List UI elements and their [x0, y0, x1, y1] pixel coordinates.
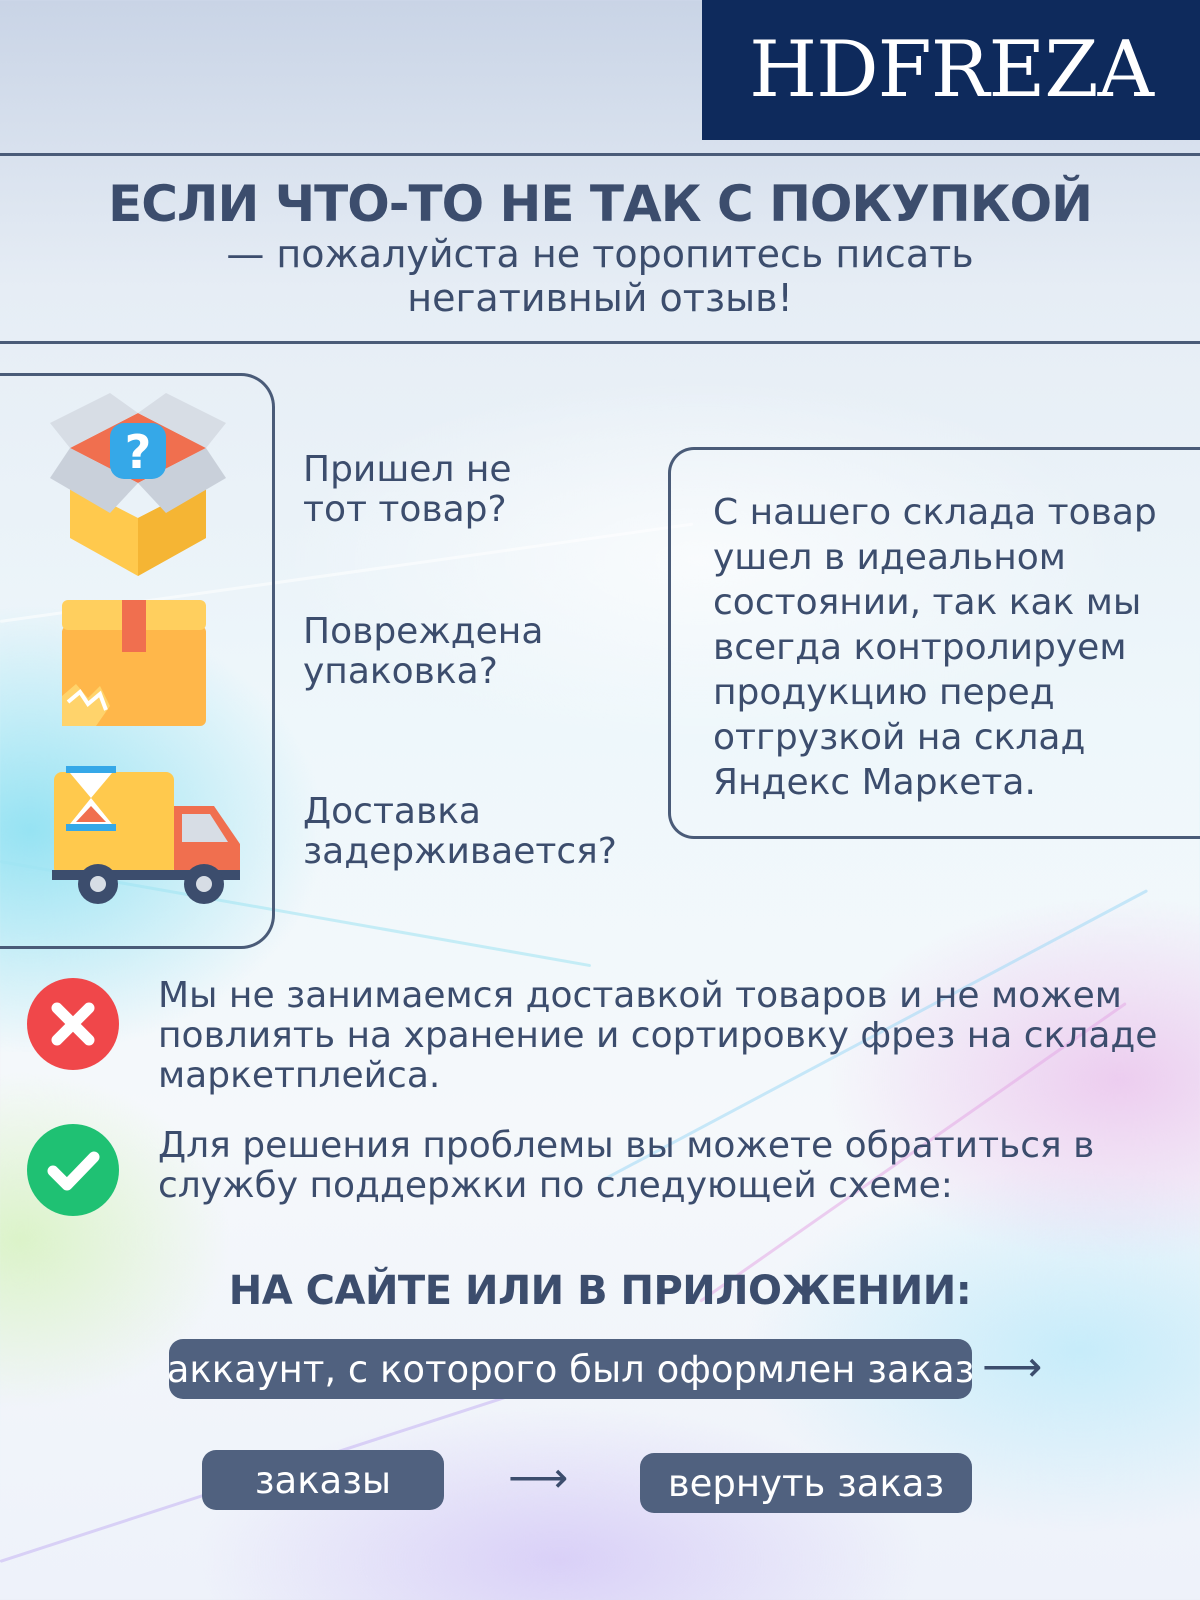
note-line: службу поддержки по следующей схеме:	[158, 1165, 953, 1206]
header-band	[0, 153, 1200, 344]
question-box-icon	[50, 388, 226, 576]
steps-heading: НА САЙТЕ ИЛИ В ПРИЛОЖЕНИИ:	[228, 1268, 972, 1314]
issue-text-line: задерживается?	[303, 831, 617, 872]
info-line: продукцию перед	[713, 672, 1055, 713]
arrow-icon: ⟶	[508, 1453, 569, 1502]
info-line: С нашего склада товар	[713, 492, 1157, 533]
step-return-order-pill: вернуть заказ	[640, 1453, 972, 1513]
note-line: маркетплейса.	[158, 1055, 441, 1096]
issue-text-line: тот товар?	[303, 489, 507, 530]
note-line: Для решения проблемы вы можете обратиться в	[158, 1125, 1095, 1166]
step-account-pill: аккаунт, с которого был оформлен заказ	[169, 1339, 972, 1399]
page-subtitle-line1: — пожалуйста не торопитесь писать	[226, 232, 974, 276]
step-orders-pill: заказы	[202, 1450, 444, 1510]
issue-text-line: Пришел не	[303, 449, 512, 490]
issue-text-line: упаковка?	[303, 651, 498, 692]
note-line: Мы не занимаемся доставкой товаров и не можем	[158, 975, 1122, 1016]
info-line: отгрузкой на склад	[713, 717, 1086, 758]
cross-icon	[27, 978, 119, 1070]
issue-delivery-delay	[303, 792, 617, 872]
page-subtitle-line2: негативный отзыв!	[407, 276, 793, 320]
info-line: всегда контролируем	[713, 627, 1127, 668]
info-line: ушел в идеальном	[713, 537, 1066, 578]
brand-logo	[702, 0, 1200, 140]
damaged-box-icon	[58, 598, 210, 730]
info-line: Яндекс Маркета.	[713, 762, 1036, 803]
issue-damaged-packaging	[303, 612, 543, 692]
issue-wrong-item	[303, 450, 512, 530]
info-line: состоянии, так как мы	[713, 582, 1142, 623]
check-icon	[27, 1124, 119, 1216]
arrow-icon: ⟶	[982, 1342, 1043, 1391]
delivery-disclaimer	[158, 976, 1188, 1096]
brand-logo-text: HDFREZA	[749, 25, 1153, 115]
warehouse-info-box	[668, 447, 1200, 839]
issue-text-line: Повреждена	[303, 611, 544, 652]
issue-text-line: Доставка	[303, 791, 481, 832]
delivery-truck-icon	[52, 766, 242, 910]
page-title: ЕСЛИ ЧТО-ТО НЕ ТАК С ПОКУПКОЙ	[108, 175, 1092, 233]
support-instruction	[158, 1126, 1188, 1206]
svg-text:?: ?	[124, 425, 152, 479]
note-line: повлиять на хранение и сортировку фрез на складе	[158, 1015, 1158, 1056]
